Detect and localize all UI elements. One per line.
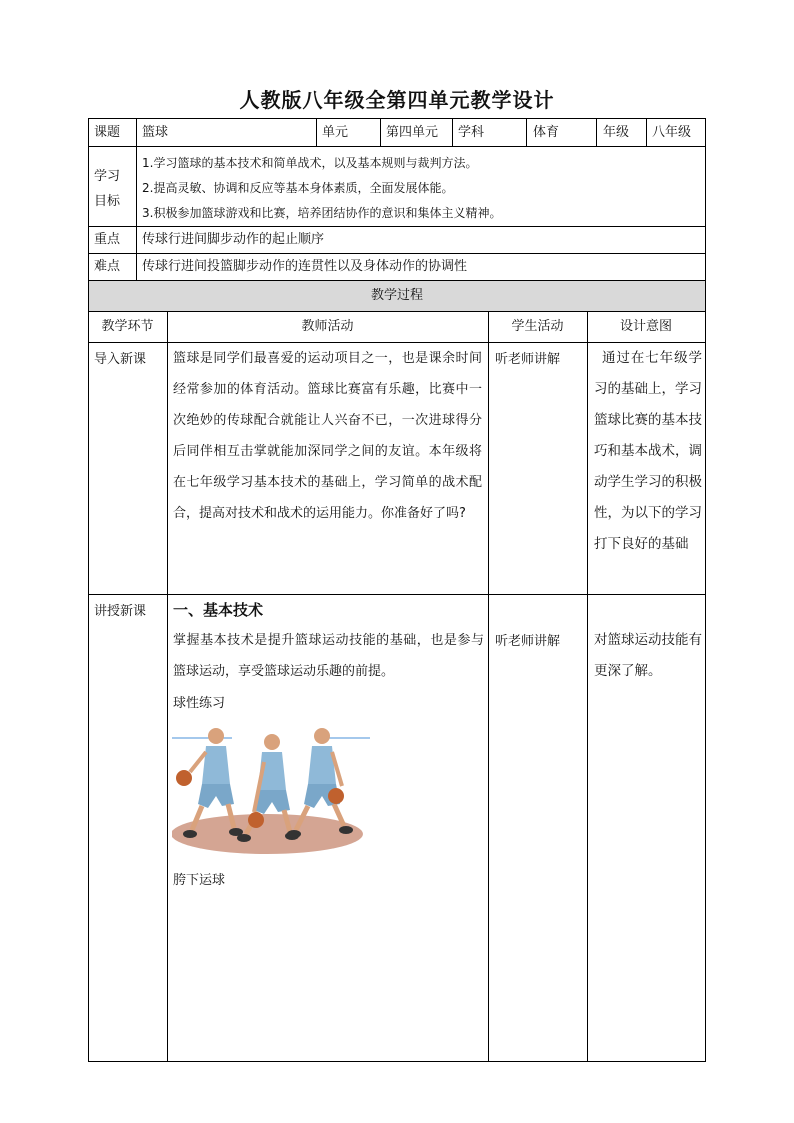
table-border [88, 1061, 706, 1062]
table-border [136, 118, 137, 280]
key-point-value: 传球行进间脚步动作的起止顺序 [142, 232, 325, 247]
lecture-intent-text: 对篮球运动技能有更深了解。 [594, 632, 702, 679]
table-border [88, 311, 706, 312]
table-border [88, 118, 89, 1062]
objectives-label-line: 目标 [94, 194, 121, 209]
key-point-label: 重点 [94, 232, 121, 247]
table-border [88, 594, 706, 595]
table-border [88, 118, 706, 119]
page-title: 人教版八年级全第四单元教学设计 [239, 88, 555, 112]
table-border [88, 226, 706, 227]
column-header: 设计意图 [619, 319, 672, 334]
table-border [380, 118, 381, 146]
difficulty-value: 传球行进间投篮脚步动作的连贯性以及身体动作的协调性 [142, 259, 468, 274]
table-border [88, 146, 706, 147]
subject-label: 学科 [458, 125, 485, 140]
dribbling-illustration [172, 722, 370, 858]
intro-stage: 导入新课 [94, 352, 147, 367]
table-border [705, 118, 706, 1062]
table-border [88, 253, 706, 254]
objective-item: 2.提高灵敏、协调和反应等基本身体素质，全面发展体能。 [142, 181, 454, 195]
course-label: 课题 [94, 125, 121, 140]
objectives-label [94, 164, 120, 214]
objectives-list [142, 151, 501, 226]
grade-label: 年级 [603, 125, 630, 140]
course-value: 篮球 [142, 125, 169, 140]
table-border [488, 311, 489, 1062]
column-header: 学生活动 [511, 319, 564, 334]
column-header: 教学环节 [101, 319, 154, 334]
intro-student-text: 听老师讲解 [495, 352, 561, 367]
grade-value: 八年级 [652, 125, 692, 140]
column-header: 教师活动 [301, 319, 354, 334]
subject-value: 体育 [533, 125, 560, 140]
table-border [167, 311, 168, 1062]
table-border [596, 118, 597, 146]
objectives-label-line: 学习 [94, 169, 121, 184]
unit-label: 单元 [322, 125, 349, 140]
table-border [646, 118, 647, 146]
lecture-stage: 讲授新课 [94, 604, 147, 619]
ball-handling-caption: 球性练习 [173, 696, 226, 711]
table-border [316, 118, 317, 146]
crossover-caption: 胯下运球 [173, 873, 226, 888]
intro-intent-text: 通过在七年级学习的基础上，学习篮球比赛的基本技巧和基本战术，调动学生学习的积极性，为以下的学习打下良好的基础 [594, 350, 702, 552]
table-border [587, 311, 588, 1062]
section-heading: 一、基本技术 [173, 601, 264, 619]
difficulty-label: 难点 [94, 259, 121, 274]
process-heading: 教学过程 [370, 288, 423, 303]
intro-teacher-text: 篮球是同学们最喜爱的运动项目之一，也是课余时间经常参加的体育活动。篮球比赛富有乐趣，比赛中一次绝妙的传球配合就能让人兴奋不已，一次进球得分后同伴相互击掌就能加深同学之间的友谊。本年级将在七年级学习基本技术的基础上，学习简单的战术配合，提高对技术和战术的运用能力。你准备好了吗? [173, 351, 482, 521]
table-border [88, 280, 706, 281]
objective-item: 1.学习篮球的基本技术和简单战术，以及基本规则与裁判方法。 [142, 156, 478, 170]
objective-item: 3.积极参加篮球游戏和比赛，培养团结协作的意识和集体主义精神。 [142, 206, 502, 220]
lecture-teacher-text: 掌握基本技术是提升篮球运动技能的基础，也是参与篮球运动，享受篮球运动乐趣的前提。 [173, 633, 484, 679]
unit-value: 第四单元 [386, 125, 439, 140]
table-border [452, 118, 453, 146]
table-border [526, 118, 527, 146]
lecture-student-text: 听老师讲解 [495, 634, 561, 649]
